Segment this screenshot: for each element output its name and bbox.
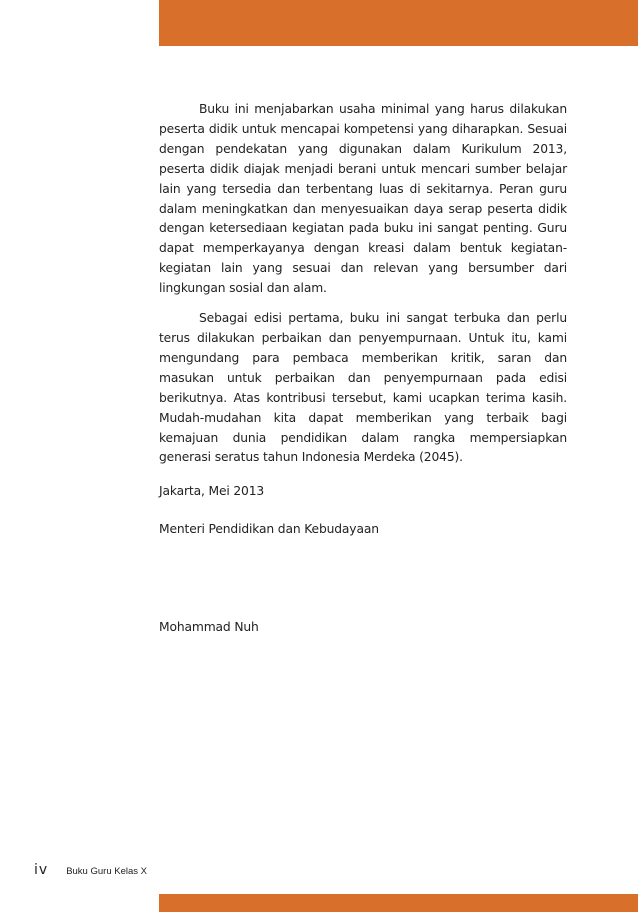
paragraph-2: Sebagai edisi pertama, buku ini sangat terbuka dan perlu terus dilakukan perbaikan dan penyempurnaan. Untuk itu, kami mengundang para pembaca memberikan kritik, saran dan masukan untuk perbaikan dan penyempurnaan pada edisi berikutnya. Atas kontribusi tersebut, kami ucapkan terima kasih. Mudah-mudahan kita dapat memberikan yang terbaik bagi kemajuan dunia pendidikan dalam rangka mempersiapkan generasi seratus tahun Indonesia Merdeka (2045). (159, 311, 567, 465)
minister-title: Menteri Pendidikan dan Kebudayaan (159, 522, 379, 537)
header-accent-bar (159, 0, 638, 46)
page-footer (34, 862, 147, 882)
place-date: Jakarta, Mei 2013 (159, 484, 265, 499)
signatory-name: Mohammad Nuh (159, 620, 259, 635)
page-number: iv (34, 862, 49, 878)
book-title: Buku Guru Kelas X (66, 866, 147, 877)
foreword-body (159, 100, 567, 638)
paragraph-1: Buku ini menjabarkan usaha minimal yang harus dilakukan peserta didik untuk mencapai kompetensi yang diharapkan. Sesuai dengan pendekatan yang digunakan dalam Kurikulum 2013, peserta didik diajak menjadi berani untuk mencari sumber belajar lain yang tersedia dan terbentang luas di sekitarnya. Peran guru dalam meningkatkan dan menyesuaikan daya serap peserta didik dengan ketersediaan kegiatan pada buku ini sangat penting. Guru dapat memperkayanya dengan kreasi dalam bentuk kegiatan-kegiatan lain yang sesuai dan relevan yang bersumber dari lingkungan sosial dan alam. (159, 102, 567, 296)
footer-accent-bar (159, 894, 638, 912)
